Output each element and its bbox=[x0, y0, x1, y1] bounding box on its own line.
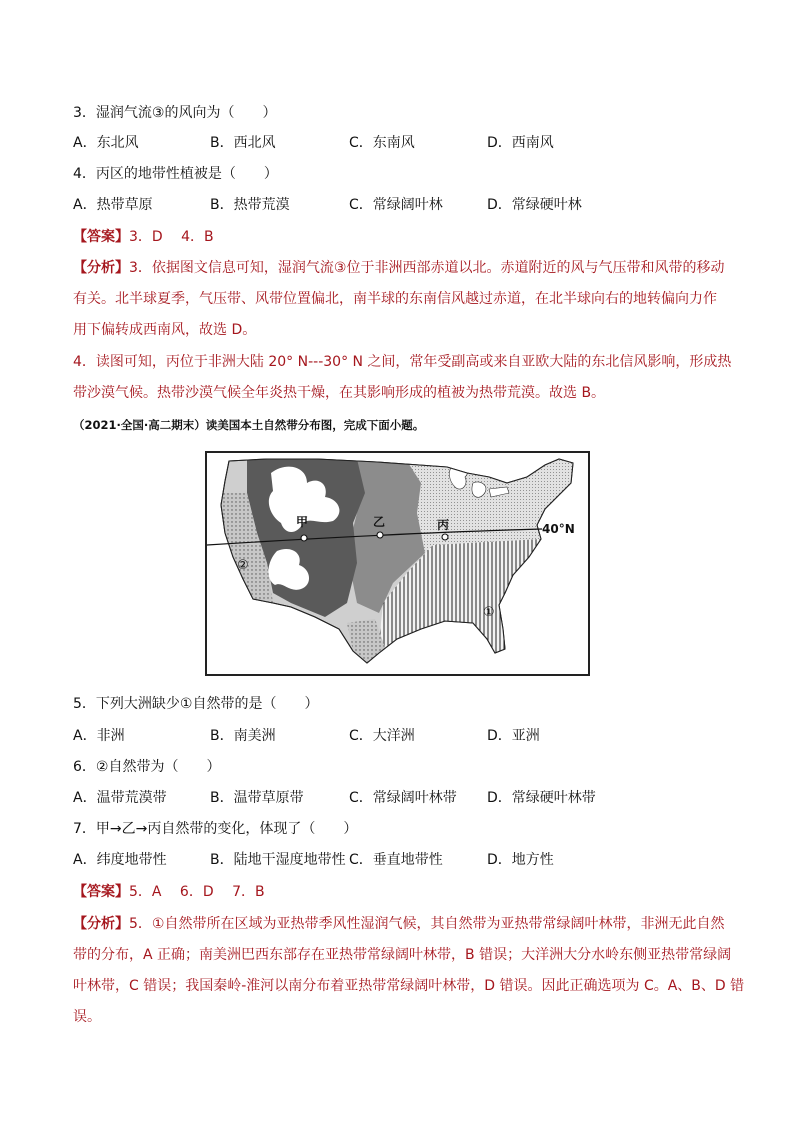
answer-block-1 bbox=[73, 227, 214, 247]
analysis-1-line-2: 有关。北半球夏季，气压带、风带位置偏北，南半球的东南信风越过赤道，在北半球向右的地转偏向力作 bbox=[73, 291, 717, 307]
answer-text: 5．A 6．D 7．B bbox=[129, 884, 265, 900]
map-svg bbox=[207, 453, 588, 674]
q7-option-a: A．纬度地带性 bbox=[73, 852, 167, 868]
question-source-line: （2021·全国·高二期末）读美国本土自然带分布图，完成下面小题。 bbox=[73, 418, 425, 432]
analysis-2-line-4: 误。 bbox=[73, 1009, 101, 1025]
analysis-tag: 【分析】 bbox=[73, 260, 129, 276]
question-6-stem: 6．②自然带为（ ） bbox=[73, 759, 221, 775]
answer-text: 3．D 4．B bbox=[129, 229, 214, 245]
label-bing: 丙 bbox=[437, 518, 450, 532]
q5-option-d: D．亚洲 bbox=[487, 728, 540, 744]
q7-option-c: C．垂直地带性 bbox=[349, 852, 443, 868]
question-7-stem: 7．甲→乙→丙自然带的变化，体现了（ ） bbox=[73, 821, 358, 837]
q3-option-c: C．东南风 bbox=[349, 135, 415, 151]
label-40n: 40°N bbox=[542, 522, 575, 536]
analysis-2-line-2: 带的分布，A 正确；南美洲巴西东部存在亚热带常绿阔叶林带，B 错误；大洋洲大分水岭东侧亚热带常绿阔 bbox=[73, 947, 732, 963]
answer-block-2 bbox=[73, 882, 265, 902]
answer-tag: 【答案】 bbox=[73, 884, 129, 900]
analysis-1-line-5: 带沙漠气候。热带沙漠气候全年炎热干燥，在其影响形成的植被为热带荒漠。故选 B。 bbox=[73, 385, 606, 401]
q3-option-a: A．东北风 bbox=[73, 135, 139, 151]
q6-option-d: D．常绿硬叶林带 bbox=[487, 790, 596, 806]
q4-option-b: B．热带荒漠 bbox=[210, 197, 290, 213]
label-jia: 甲 bbox=[296, 515, 309, 529]
us-natural-zones-map bbox=[205, 451, 590, 676]
q7-option-d: D．地方性 bbox=[487, 852, 554, 868]
analysis-2-line-3: 叶林带，C 错误；我国秦岭-淮河以南分布着亚热带常绿阔叶林带，D 错误。因此正确选项为 C。A、B、D 错 bbox=[73, 978, 745, 994]
label-zone-1: ① bbox=[483, 605, 495, 620]
question-4-stem: 4．丙区的地带性植被是（ ） bbox=[73, 166, 278, 182]
question-3-stem: 3．湿润气流③的风向为（ ） bbox=[73, 105, 277, 121]
point-jia-marker bbox=[301, 535, 307, 541]
label-zone-2: ② bbox=[237, 558, 249, 573]
q4-option-a: A．热带草原 bbox=[73, 197, 153, 213]
q5-option-a: A．非洲 bbox=[73, 728, 125, 744]
q4-option-d: D．常绿硬叶林 bbox=[487, 197, 582, 213]
answer-tag: 【答案】 bbox=[73, 229, 129, 245]
q5-option-b: B．南美洲 bbox=[210, 728, 276, 744]
q5-option-c: C．大洋洲 bbox=[349, 728, 415, 744]
analysis-1-line-1: 【分析】3．依据图文信息可知，湿润气流③位于非洲西部赤道以北。赤道附近的风与气压带和风带的移动 bbox=[73, 260, 725, 276]
q6-option-b: B．温带草原带 bbox=[210, 790, 304, 806]
label-yi: 乙 bbox=[373, 515, 386, 529]
analysis-1-line-4: 4．读图可知，丙位于非洲大陆 20° N---30° N 之间，常年受副高或来自亚欧大陆的东北信风影响，形成热 bbox=[73, 354, 732, 370]
analysis-tag: 【分析】 bbox=[73, 916, 129, 932]
q6-option-a: A．温带荒漠带 bbox=[73, 790, 167, 806]
q3-option-b: B．西北风 bbox=[210, 135, 276, 151]
q6-option-c: C．常绿阔叶林带 bbox=[349, 790, 457, 806]
q4-option-c: C．常绿阔叶林 bbox=[349, 197, 443, 213]
eastern-forest-zone bbox=[407, 453, 588, 553]
analysis-2-line-1: 【分析】5．①自然带所在区域为亚热带季风性湿润气候，其自然带为亚热带常绿阔叶林带，非洲无此自然 bbox=[73, 916, 725, 932]
analysis-1-line-3: 用下偏转成西南风，故选 D。 bbox=[73, 322, 257, 338]
point-bing-marker bbox=[442, 534, 448, 540]
point-yi-marker bbox=[377, 532, 383, 538]
q3-option-d: D．西南风 bbox=[487, 135, 554, 151]
q7-option-b: B．陆地干湿度地带性 bbox=[210, 852, 346, 868]
question-5-stem: 5．下列大洲缺少①自然带的是（ ） bbox=[73, 696, 319, 712]
